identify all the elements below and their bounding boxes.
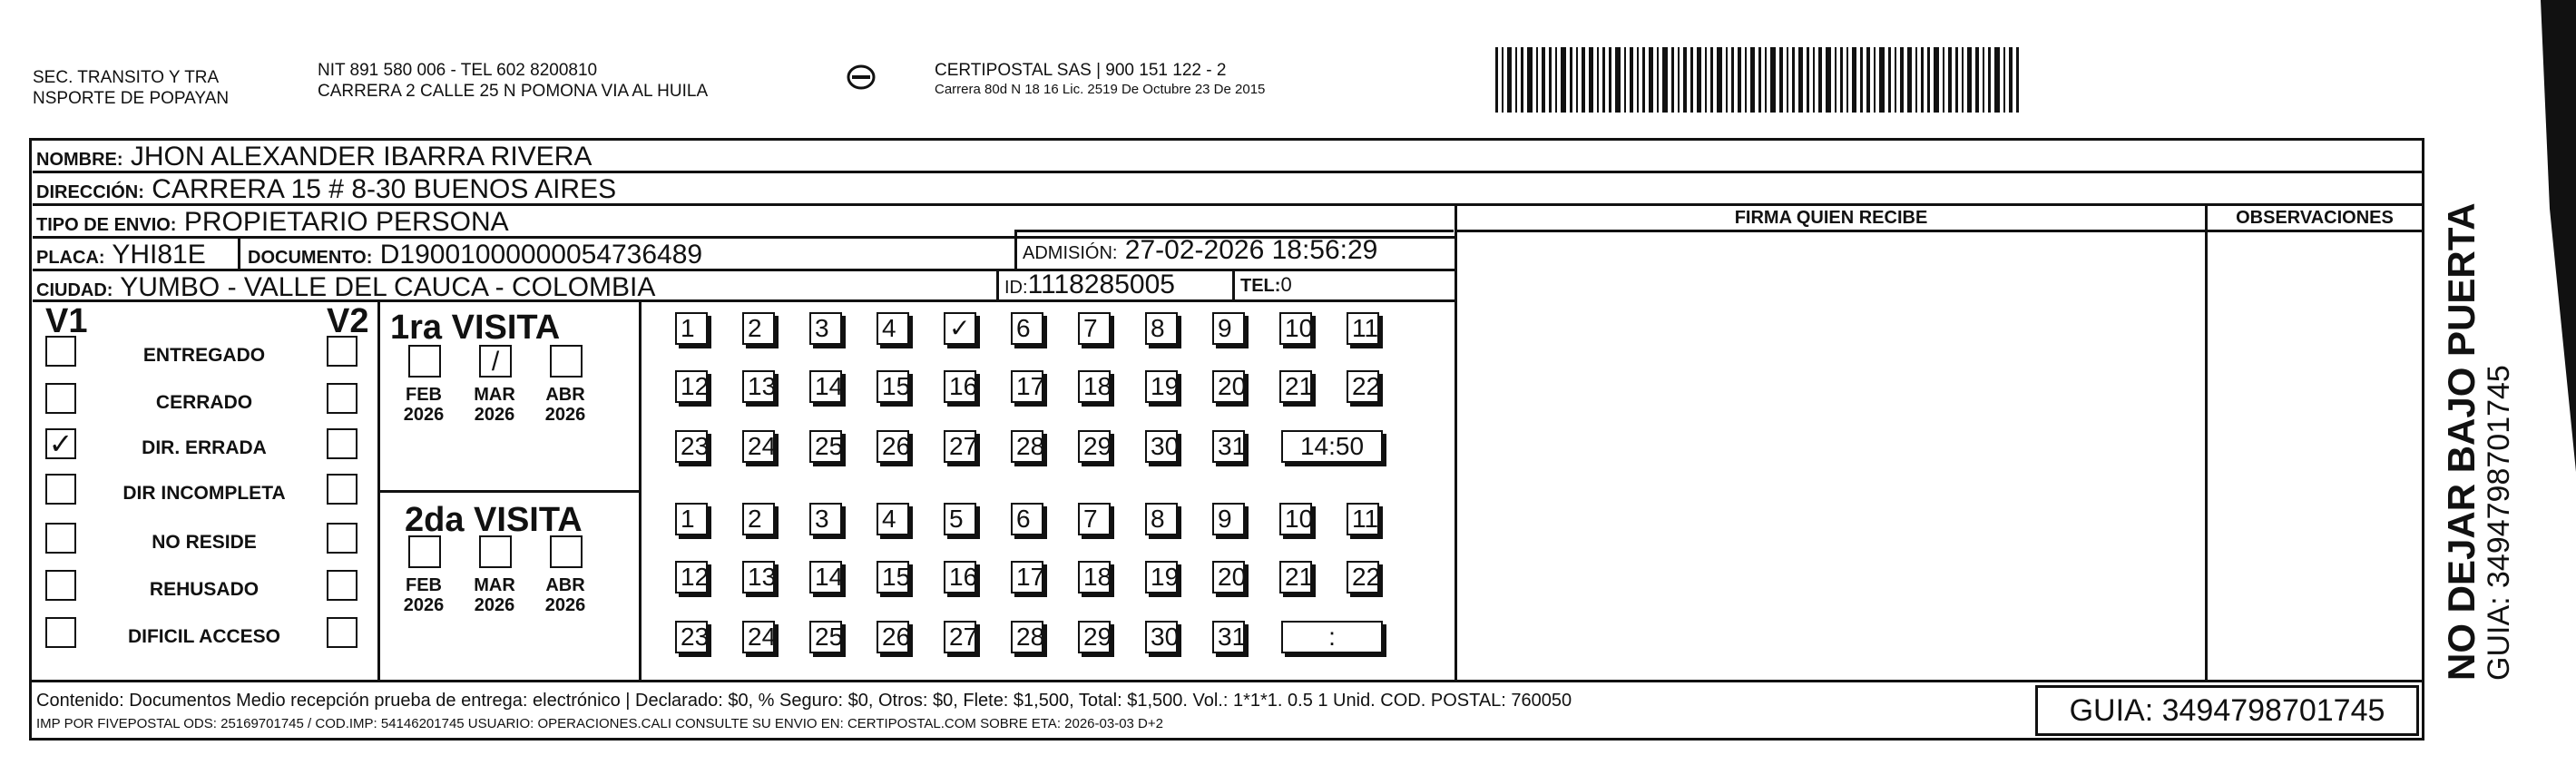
tipo-label: TIPO DE ENVIO:	[36, 215, 177, 235]
day-box[interactable]: 25	[809, 430, 842, 463]
day-box[interactable]: 8	[1145, 312, 1178, 345]
tel-cell	[1232, 269, 1292, 299]
nit-line: NIT 891 580 006 - TEL 602 8200810	[318, 61, 598, 80]
v1-header: V1	[45, 302, 88, 340]
day-box[interactable]: 2	[742, 503, 775, 535]
day-box[interactable]: 24	[742, 621, 775, 653]
admission-date: 27-02-2026 18:56:29	[1124, 235, 1378, 265]
v2-checkbox[interactable]	[327, 570, 358, 601]
status-option-label: NO RESIDE	[152, 532, 257, 553]
recipient-city: YUMBO - VALLE DEL CAUCA - COLOMBIA	[120, 272, 656, 302]
recipient-id: 1118285005	[1027, 270, 1175, 299]
v1-checkbox[interactable]	[45, 570, 76, 601]
month-checkbox[interactable]	[479, 535, 512, 568]
imp-text: IMP POR FIVEPOSTAL ODS: 25169701745 / COD.IMP: 54146201745 USUARIO: OPERACIONES.CALI CONSULTE SU ENVIO EN: CERTIPOSTAL.COM SOBRE ETA: 2026-03-03 D+2	[36, 716, 1163, 731]
day-box[interactable]: 11	[1347, 503, 1379, 535]
visit-divider	[377, 490, 639, 493]
day-box[interactable]: 25	[809, 621, 842, 653]
day-box[interactable]: 3	[809, 312, 842, 345]
day-box[interactable]: 23	[675, 430, 708, 463]
day-box[interactable]: 16	[944, 561, 976, 594]
day-box[interactable]: 4	[877, 312, 909, 345]
day-box[interactable]: 21	[1279, 561, 1312, 594]
day-box[interactable]: 27	[944, 621, 976, 653]
recipient-name: JHON ALEXANDER IBARRA RIVERA	[130, 142, 593, 172]
day-box[interactable]: 18	[1078, 561, 1111, 594]
document-number: D19001000000054736489	[379, 240, 703, 270]
day-box[interactable]: 13	[742, 370, 775, 403]
day-box[interactable]: 9	[1212, 312, 1245, 345]
day-box[interactable]: 22	[1347, 370, 1379, 403]
month-checkbox[interactable]	[408, 345, 441, 378]
status-option-label: REHUSADO	[149, 579, 260, 600]
day-box[interactable]: 26	[877, 621, 909, 653]
ciudad-label: CIUDAD:	[36, 280, 113, 300]
day-box[interactable]: 1	[675, 503, 708, 535]
day-box[interactable]: 17	[1011, 561, 1043, 594]
day-box[interactable]: 5	[944, 503, 976, 535]
visit1-title: 1ra VISITA	[390, 309, 561, 347]
sender-block	[33, 67, 229, 109]
day-box[interactable]: 17	[1011, 370, 1043, 403]
status-option-label: DIR. ERRADA	[142, 437, 267, 458]
observations-area[interactable]	[2208, 232, 2422, 680]
v1-checkbox[interactable]	[45, 383, 76, 414]
day-box[interactable]: 20	[1212, 561, 1245, 594]
signature-area[interactable]	[1457, 232, 2205, 680]
status-option-label: ENTREGADO	[142, 345, 266, 366]
carrier-logo	[833, 64, 889, 109]
day-box[interactable]: 23	[675, 621, 708, 653]
month-year: 2026	[474, 595, 515, 615]
sender-line-2: NSPORTE DE POPAYAN	[33, 89, 230, 108]
documento-cell	[238, 239, 702, 269]
day-box[interactable]: 4	[877, 503, 909, 535]
month-year: 2026	[474, 405, 515, 425]
day-box[interactable]: 29	[1078, 621, 1111, 653]
day-box[interactable]: 12	[675, 370, 708, 403]
month-name: FEB	[406, 575, 442, 595]
v2-checkbox[interactable]	[327, 523, 358, 554]
day-box[interactable]: 13	[742, 561, 775, 594]
month-name: ABR	[545, 575, 585, 595]
month-year: 2026	[403, 595, 445, 615]
carrier-block	[935, 60, 1265, 99]
no-dejar-warning: NO DEJAR BAJO PUERTA	[2440, 202, 2483, 681]
day-box[interactable]: 14	[809, 561, 842, 594]
day-box[interactable]: 18	[1078, 370, 1111, 403]
month-name: FEB	[406, 385, 442, 405]
day-box[interactable]: 10	[1279, 312, 1312, 345]
day-box[interactable]: 8	[1145, 503, 1178, 535]
shipment-type: PROPIETARIO PERSONA	[183, 207, 509, 237]
visit2-title: 2da VISITA	[405, 501, 583, 539]
day-box[interactable]: 19	[1145, 370, 1178, 403]
v2-checkbox[interactable]	[327, 383, 358, 414]
day-box[interactable]: 29	[1078, 430, 1111, 463]
day-box[interactable]: 16	[944, 370, 976, 403]
day-box[interactable]: 12	[675, 561, 708, 594]
plate-number: YHI81E	[112, 240, 206, 270]
v1-checkbox[interactable]: ✓	[45, 428, 76, 459]
carrier-address: Carrera 80d N 18 16 Lic. 2519 De Octubre 23 De 2015	[935, 82, 1266, 97]
status-option-label: DIFICIL ACCESO	[127, 626, 280, 647]
v1-checkbox[interactable]	[45, 617, 76, 648]
v1-checkbox[interactable]	[45, 474, 76, 505]
day-box[interactable]: 10	[1279, 503, 1312, 535]
v1-checkbox[interactable]	[45, 336, 76, 367]
month-checkbox[interactable]	[550, 345, 583, 378]
admision-cell	[1014, 230, 1454, 269]
day-box[interactable]: 19	[1145, 561, 1178, 594]
day-box[interactable]: 21	[1279, 370, 1312, 403]
day-box[interactable]: 28	[1011, 621, 1043, 653]
day-box[interactable]: 24	[742, 430, 775, 463]
v2-checkbox[interactable]	[327, 617, 358, 648]
documento-label: DOCUMENTO:	[248, 248, 373, 268]
admision-label: ADMISIÓN:	[1023, 243, 1118, 263]
day-box[interactable]: 3	[809, 503, 842, 535]
month-year: 2026	[544, 405, 586, 425]
day-box[interactable]: 20	[1212, 370, 1245, 403]
time-box[interactable]: 14:50	[1281, 430, 1383, 463]
direccion-label: DIRECCIÓN:	[36, 182, 144, 202]
v2-header: V2	[327, 302, 369, 340]
day-box[interactable]: 1	[675, 312, 708, 345]
time-box[interactable]: :	[1281, 621, 1383, 653]
nit-block	[318, 60, 708, 102]
day-box[interactable]: 14	[809, 370, 842, 403]
day-box[interactable]: 22	[1347, 561, 1379, 594]
month-checkbox[interactable]	[550, 535, 583, 568]
day-box[interactable]: 9	[1212, 503, 1245, 535]
day-box[interactable]: 27	[944, 430, 976, 463]
sender-line-1: SEC. TRANSITO Y TRA	[33, 68, 220, 87]
month-year: 2026	[544, 595, 586, 615]
month-name: ABR	[545, 385, 585, 405]
day-box[interactable]: 6	[1011, 312, 1043, 345]
month-year: 2026	[403, 405, 445, 425]
placa-label: PLACA:	[36, 248, 105, 268]
barcode	[1495, 47, 2120, 113]
day-box[interactable]: 7	[1078, 312, 1111, 345]
month-name: MAR	[474, 575, 515, 595]
side-guia: GUIA: 3494798701745	[2482, 365, 2516, 681]
nombre-label: NOMBRE:	[36, 150, 123, 170]
recipient-tel: 0	[1280, 273, 1292, 296]
sender-address: CARRERA 2 CALLE 25 N POMONA VIA AL HUILA	[318, 82, 709, 101]
guia-number: GUIA: 3494798701745	[2035, 685, 2419, 736]
direccion-row	[33, 173, 2424, 206]
day-box[interactable]: 6	[1011, 503, 1043, 535]
status-option-label: CERRADO	[155, 392, 253, 413]
v2-checkbox[interactable]	[327, 336, 358, 367]
day-box[interactable]: 28	[1011, 430, 1043, 463]
v2-checkbox[interactable]	[327, 428, 358, 459]
month-checkbox[interactable]	[408, 535, 441, 568]
day-box[interactable]: 2	[742, 312, 775, 345]
carrier-name: CERTIPOSTAL SAS | 900 151 122 - 2	[935, 61, 1227, 80]
status-option-label: DIR INCOMPLETA	[122, 483, 286, 504]
day-box[interactable]: 30	[1145, 430, 1178, 463]
day-box[interactable]: 11	[1347, 312, 1379, 345]
recipient-address: CARRERA 15 # 8-30 BUENOS AIRES	[152, 174, 617, 204]
visit-label-divider	[639, 302, 642, 680]
v1-checkbox[interactable]	[45, 523, 76, 554]
nombre-row	[33, 141, 2424, 173]
carrier-logo-icon	[843, 64, 879, 91]
contenido-text: Contenido: Documentos Medio recepción prueba de entrega: electrónico | Declarado: $0, % Seguro: $0, Otros: $0, Flete: $1,500, Total: $1,500. Vol.: 1*1*1. 0.5 1 Unid. COD. POSTAL: 760050	[36, 691, 1572, 711]
observaciones-header: OBSERVACIONES	[2208, 206, 2422, 232]
day-box[interactable]: 30	[1145, 621, 1178, 653]
day-box[interactable]: ✓	[944, 312, 976, 345]
day-box[interactable]: 15	[877, 370, 909, 403]
id-cell	[996, 269, 1175, 299]
month-checkbox[interactable]: /	[479, 345, 512, 378]
page-edge	[2522, 0, 2576, 770]
day-box[interactable]: 26	[877, 430, 909, 463]
day-box[interactable]: 7	[1078, 503, 1111, 535]
v2-checkbox[interactable]	[327, 474, 358, 505]
month-name: MAR	[474, 385, 515, 405]
day-box[interactable]: 31	[1212, 621, 1245, 653]
id-label: ID:	[1004, 278, 1028, 298]
tel-label: TEL:	[1240, 276, 1281, 296]
day-box[interactable]: 31	[1212, 430, 1245, 463]
day-box[interactable]: 15	[877, 561, 909, 594]
footer-divider	[29, 680, 2424, 682]
firma-header: FIRMA QUIEN RECIBE	[1457, 206, 2205, 232]
